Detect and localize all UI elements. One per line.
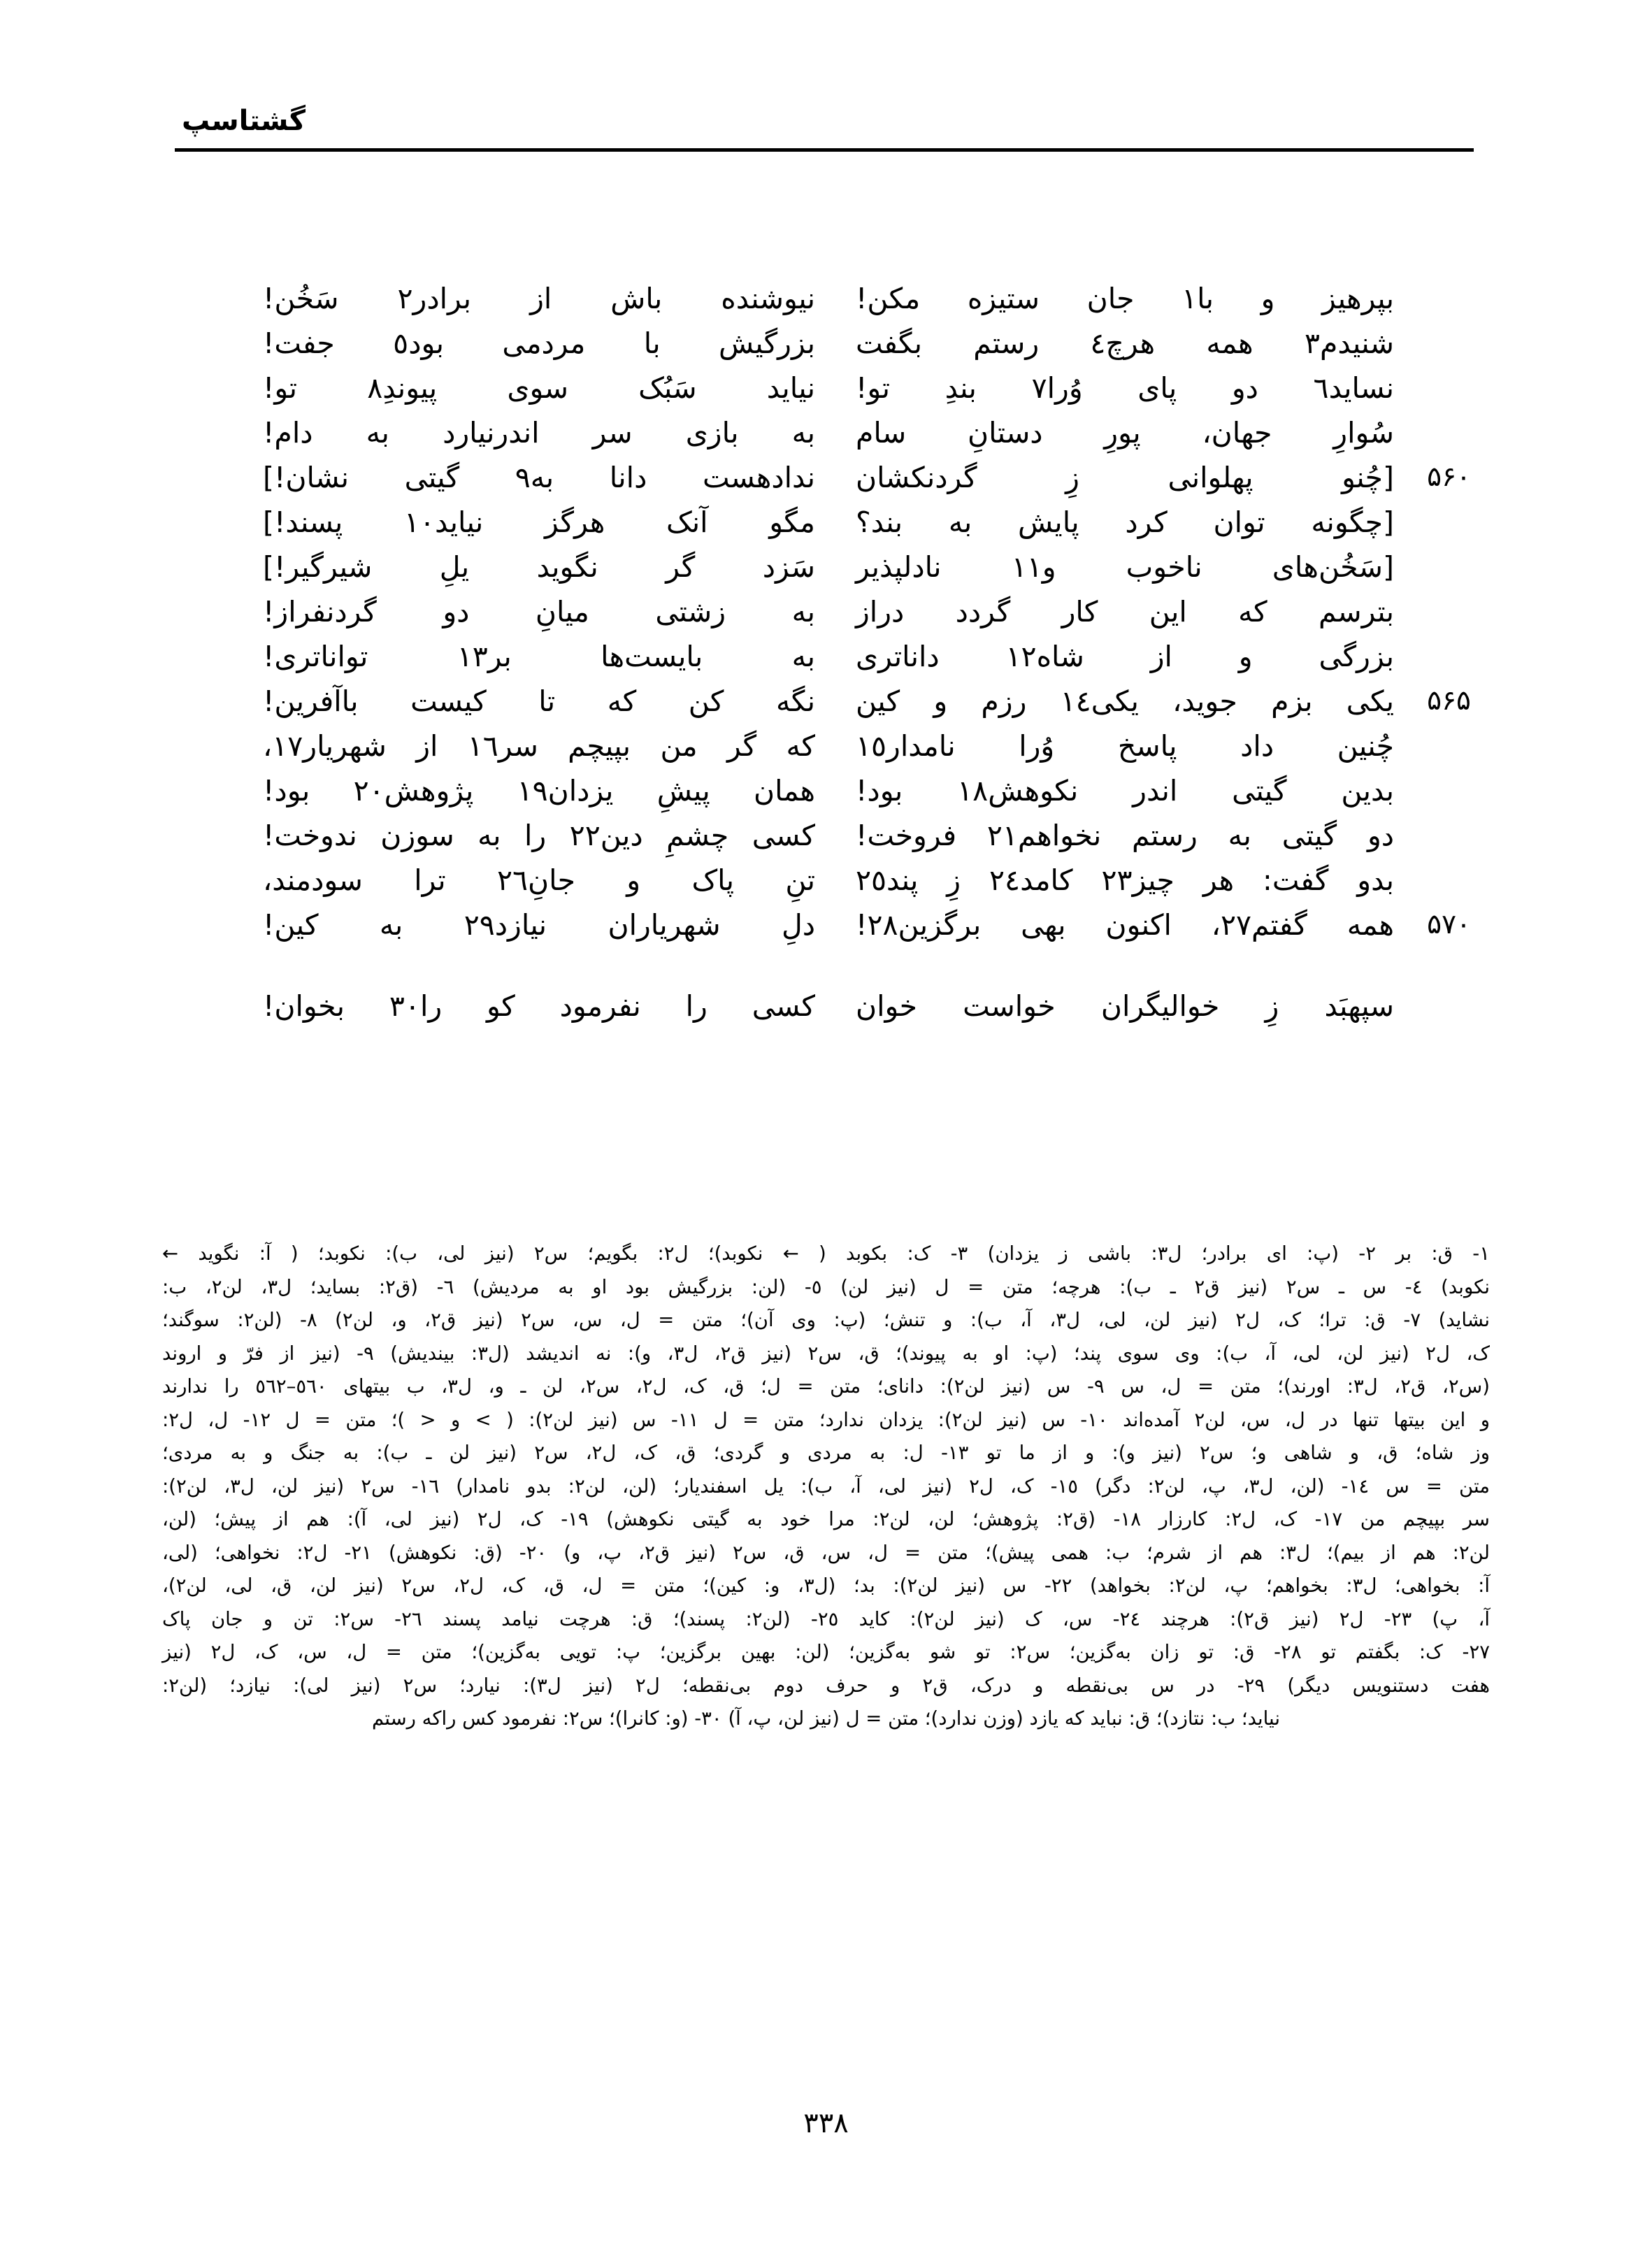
verse-line [175,679,1474,724]
hemistich-a: بدین گیتی اندر نکوهش١٨ بود! [856,774,1394,808]
running-head-title: گشتاسپ [182,105,306,137]
verse-line [175,276,1474,321]
verse-line [175,545,1474,589]
hemistich-a: بدو گفت: هر چیز٢٣ کامد٢٤ زِ پند٢٥ [856,863,1395,897]
verse-line [175,589,1474,634]
hemistich-b: به زشتی میانِ دو گردنفراز! [263,595,815,629]
hemistich-a: سُوارِ جهان، پورِ دستانِ سام [856,416,1394,450]
hemistich-b: نگه کن که تا کیست باآفرین! [263,684,815,718]
hemistich-a: دو گیتی به رستم نخواهم٢١ فروخت! [856,819,1394,852]
apparatus-line: آ: بخواهی؛ ل٣: بخواهم؛ پ، لن٢: بخواهد) ٢٢- س (نیز لن٢): بد؛ (ل٣، و: کین)؛ متن = ل، ق، ک، ل٢، س٢ (نیز لن، ق، لی، لن٢)، [162,1574,1491,1597]
hemistich-a: چُنین داد پاسخ وُرا نامدار١٥ [856,729,1394,763]
hemistich-b: سَزد گر نگوید یلِ شیرگیر!] [263,550,815,584]
verse-line [175,858,1474,903]
hemistich-b: که گر من بپیچم سر١٦ از شهریار١٧، [263,729,815,763]
header-rule [175,148,1474,152]
verse-line [175,455,1474,500]
critical-apparatus [162,1237,1490,1736]
hemistich-b: ندادهست دانا به٩ گیتی نشان!] [263,461,815,494]
verse-number: ۵۶۵ [1427,685,1471,717]
verse-line [175,984,1474,1028]
apparatus-line: ٢٧- ک: بگفتم تو ٢٨- ق: تو زان به‌گزین؛ س٢: تو شو به‌گزین؛ (لن: بهین برگزین؛ پ: تویی به‌گزین)؛ متن = ل، س، ک، ل٢ (نیز [162,1641,1490,1663]
verse-line [175,768,1474,813]
apparatus-line: ک، ل٢ (نیز لن، لی، آ، ب): وی سوی پند؛ (پ: او به پیوند)؛ ق، س٢ (نیز ق٢، ل٣، و): نه اندیشد (ل٣: بیندیش) ٩- (نیز از فرّ و اروند [162,1342,1490,1365]
apparatus-line: سر بپیچم من ١٧- ک، ل٢: کارزار ١٨- (ق٢: پژوهش؛ لن، لن٢: مرا خود به گیتی نکوهش) ١٩- ک، ل٢ (نیز لی، آ): هم از پیش؛ (لن، [162,1508,1490,1530]
hemistich-a: بترسم که این کار گردد دراز [856,595,1394,629]
apparatus-line: هفت دستنویس دیگر) ٢٩- در س بی‌نقطه و درک، ق٢ و حرف دوم بی‌نقطه؛ ل٢ (نیز ل٣): نیارد؛ س٢ (نیز لی): نیازد؛ (لن٢: [162,1674,1490,1697]
verse-line [175,634,1474,679]
apparatus-line: ١- ق: بر ٢- (پ: ای برادر؛ ل٣: باشی ز یزدان) ٣- ک: بکوبد ( ← نکوبد)؛ ل٢: بگویم؛ س٢ (نیز لی، ب): نکوبد؛ ( آ: نگوید ← [162,1242,1490,1265]
hemistich-b: به بایست‌ها بر١٣ تواناتری! [263,640,815,673]
apparatus-line: نیاید؛ ب: نتازد)؛ ق: نباید که یازد (وزن ندارد)؛ متن = ل (نیز لن، پ، آ) ٣٠- (و: کانرا)؛ س٢: نفرمود کس راکه رستم [371,1707,1280,1730]
hemistich-b: نیاید سَبُک سوی پیوندِ٨ تو! [263,371,816,405]
verse-line [175,366,1474,410]
verse-line [175,500,1474,545]
hemistich-b: کسی را نفرمود کو را٣٠ بخوان! [263,989,816,1023]
page-number: ۳۳۸ [803,2107,849,2139]
hemistich-a: سپهبَد زِ خوالیگران خواست خوان [856,989,1394,1023]
verse-line [175,724,1474,768]
hemistich-a: بپرهیز و با١ جان ستیزه مکن! [856,282,1394,315]
hemistich-a: نساید٦ دو پای وُرا٧ بندِ تو! [856,371,1394,405]
apparatus-line: و این بیتها تنها در ل، س، لن٢ آمده‌اند ١٠- س (نیز لن٢): یزدان ندارد؛ متن = ل ١١- س (نیز لن٢): ( > و < )؛ متن = ل ١٢- ل، ل٢: [162,1408,1490,1431]
hemistich-a: یکی بزم جوید، یکی١٤ رزم و کین [856,684,1394,718]
hemistich-b: به بازی سر اندرنیارد به دام! [263,416,815,450]
apparatus-line: (س٢، ق٢، ل٣: اورند)؛ متن = ل، س ٩- س (نیز لن٢): دانای؛ متن = ل؛ ق، ک، ل٢، س٢، لن ـ و، ل٣، ب بیتهای ٥٦٠–٥٦٢ را ندارند [162,1375,1490,1398]
apparatus-line: نشاید) ٧- ق: ترا؛ ک، ل٢ (نیز لن، لی، ل٣، آ، ب): و تنش؛ (پ: وی آن)؛ متن = ل، س، س٢ (نیز ق٢، و، لن٢) ٨- (لن٢: سوگند؛ [162,1309,1490,1331]
apparatus-line: آ، پ) ٢٣- ل٢ (نیز ق٢): هرچند ٢٤- س، ک (نیز لن٢): کاید ٢٥- (لن٢: پسند)؛ ق: هرچت نیامد پسند ٢٦- س٢: تن و جان پاک [162,1607,1490,1630]
hemistich-b: نیوشنده باش از برادر٢ سَخُن! [263,282,815,315]
apparatus-line: لن٢: هم از بیم)؛ ل٣: هم از شرم؛ ب: همی پیش)؛ متن = ل، س، ق، س٢ (نیز ق٢، پ، و) ٢٠- (ق: نکوهش) ٢١- ل٢: نخواهی؛ (لی، [162,1541,1490,1564]
hemistich-a: شنیدم٣ همه هرچ٤ رستم بگفت [856,326,1394,360]
hemistich-b: کسی چشمِ دین٢٢ را به سوزن ندوخت! [263,819,816,852]
hemistich-b: تنِ پاک و جانِ٢٦ ترا سودمند، [263,863,815,897]
hemistich-b: بزرگیش با مردمی بود٥ جفت! [263,326,815,360]
verse-number: ۵۷۰ [1427,909,1471,940]
hemistich-a: [چگونه توان کرد پایش به بند؟ [856,505,1394,539]
hemistich-a: بزرگی و از شاه١٢ داناتری [856,640,1394,673]
apparatus-line: نکوبد) ٤- س ـ س٢ (نیز ق٢ ـ ب): هرچه؛ متن = ل (نیز لن) ٥- (لن: بزرگیش بود او به مردیش) ٦- (ق٢: بساید؛ ل٣، لن٢، ب: [162,1275,1491,1298]
hemistich-a: [سَخُن‌های ناخوب و١١ نادلپذیر [856,550,1394,584]
verse-number: ۵۶۰ [1427,461,1471,493]
hemistich-b: مگو آنک هرگز نیاید١٠ پسند!] [263,505,815,539]
hemistich-a: همه گفتم٢٧، اکنون بهی برگزین٢٨! [856,908,1394,942]
hemistich-b: دلِ شهریاران نیازد٢٩ به کین! [263,908,815,942]
page-header [175,105,1474,152]
verse-line [175,813,1474,858]
verse-line [175,321,1474,366]
verse-line [175,903,1474,947]
verse-line [175,410,1474,455]
hemistich-a: [چُنو پهلوانی زِ گردنکشان [856,461,1394,494]
apparatus-line: وز شاه؛ ق، و شاهی و؛ س٢ (نیز و): و از ما تو ١٣- ل: به مردی و گردی؛ ق، ک، ل٢، س٢ (نیز لن ـ ب): به جنگ و به مردی؛ [162,1442,1490,1464]
verse-block [175,276,1474,1028]
apparatus-line: متن = س ١٤- (لن، ل٣، پ، لن٢: دگر) ١٥- ک، ل٢ (نیز لی، آ، ب): یل اسفندیار؛ (لن، لن٢: بدو نامدار) ١٦- س٢ (نیز لن، ل٣، لن٢): [162,1474,1490,1498]
hemistich-b: همان پیشِ یزدان١٩ پژوهش٢٠ بود! [263,774,815,808]
